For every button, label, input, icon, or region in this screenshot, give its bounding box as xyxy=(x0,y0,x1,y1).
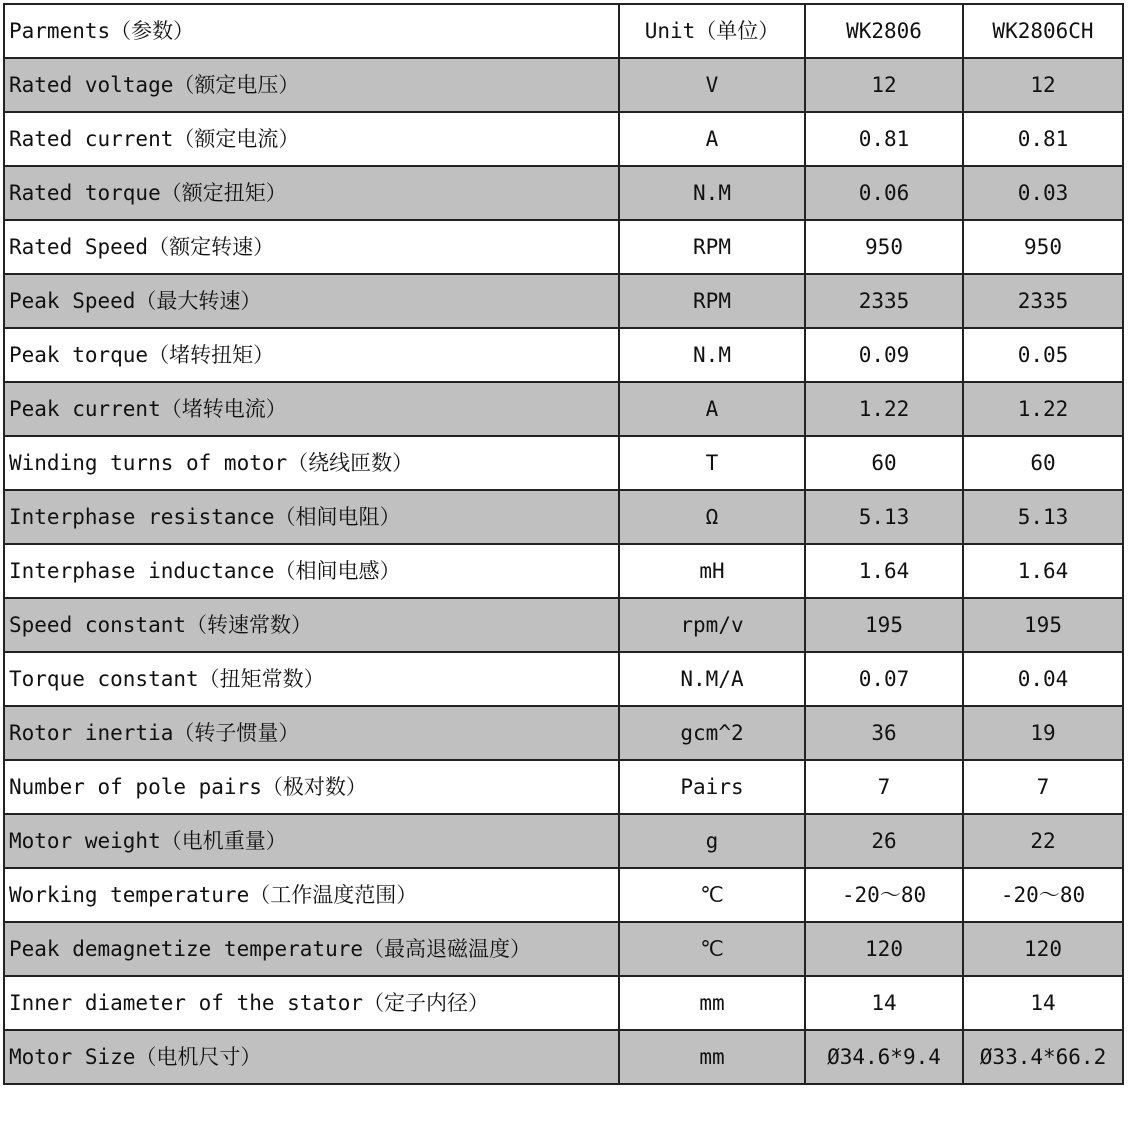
param-cell: Rated Speed（额定转速） xyxy=(4,220,619,274)
model-2-cell: 60 xyxy=(963,436,1123,490)
unit-cell: T xyxy=(619,436,805,490)
unit-cell: N.M xyxy=(619,166,805,220)
unit-cell: N.M xyxy=(619,328,805,382)
model-1-cell: 0.09 xyxy=(805,328,963,382)
table-row xyxy=(4,328,1123,382)
model-2-cell: 7 xyxy=(963,760,1123,814)
unit-cell: V xyxy=(619,58,805,112)
table-row xyxy=(4,706,1123,760)
table-row xyxy=(4,814,1123,868)
header-row xyxy=(4,4,1123,58)
model-2-cell: 120 xyxy=(963,922,1123,976)
header-param: Parments（参数） xyxy=(4,4,619,58)
param-cell: Rotor inertia（转子惯量） xyxy=(4,706,619,760)
param-cell: Speed constant（转速常数） xyxy=(4,598,619,652)
model-1-cell: 0.06 xyxy=(805,166,963,220)
spec-table xyxy=(3,3,1124,1085)
table-row xyxy=(4,220,1123,274)
table-row xyxy=(4,112,1123,166)
param-cell: Torque constant（扭矩常数） xyxy=(4,652,619,706)
model-1-cell: 5.13 xyxy=(805,490,963,544)
param-cell: Rated torque（额定扭矩） xyxy=(4,166,619,220)
table-row xyxy=(4,922,1123,976)
table-row xyxy=(4,166,1123,220)
model-1-cell: 7 xyxy=(805,760,963,814)
header-model-2: WK2806CH xyxy=(963,4,1123,58)
table-row xyxy=(4,1030,1123,1084)
unit-cell: ℃ xyxy=(619,922,805,976)
model-1-cell: 26 xyxy=(805,814,963,868)
table-row xyxy=(4,544,1123,598)
unit-cell: ℃ xyxy=(619,868,805,922)
model-2-cell: Ø33.4*66.2 xyxy=(963,1030,1123,1084)
unit-cell: mm xyxy=(619,976,805,1030)
unit-cell: mH xyxy=(619,544,805,598)
model-2-cell: 0.05 xyxy=(963,328,1123,382)
unit-cell: N.M/A xyxy=(619,652,805,706)
table-row xyxy=(4,490,1123,544)
model-2-cell: 1.22 xyxy=(963,382,1123,436)
param-cell: Number of pole pairs（极对数） xyxy=(4,760,619,814)
model-2-cell: 195 xyxy=(963,598,1123,652)
param-cell: Peak current（堵转电流） xyxy=(4,382,619,436)
model-1-cell: 195 xyxy=(805,598,963,652)
model-2-cell: 19 xyxy=(963,706,1123,760)
model-2-cell: 2335 xyxy=(963,274,1123,328)
model-1-cell: 60 xyxy=(805,436,963,490)
table-row xyxy=(4,58,1123,112)
model-2-cell: 1.64 xyxy=(963,544,1123,598)
param-cell: Motor Size（电机尺寸） xyxy=(4,1030,619,1084)
model-2-cell: -20～80 xyxy=(963,868,1123,922)
param-cell: Peak Speed（最大转速） xyxy=(4,274,619,328)
model-2-cell: 12 xyxy=(963,58,1123,112)
unit-cell: A xyxy=(619,112,805,166)
table-row xyxy=(4,868,1123,922)
param-cell: Peak torque（堵转扭矩） xyxy=(4,328,619,382)
unit-cell: RPM xyxy=(619,274,805,328)
param-cell: Working temperature（工作温度范围） xyxy=(4,868,619,922)
table-row xyxy=(4,976,1123,1030)
model-2-cell: 950 xyxy=(963,220,1123,274)
model-1-cell: 0.81 xyxy=(805,112,963,166)
spec-table-body xyxy=(4,4,1123,1084)
model-1-cell: -20～80 xyxy=(805,868,963,922)
table-row xyxy=(4,436,1123,490)
model-1-cell: 950 xyxy=(805,220,963,274)
param-cell: Winding turns of motor（绕线匝数） xyxy=(4,436,619,490)
unit-cell: gcm^2 xyxy=(619,706,805,760)
table-row xyxy=(4,274,1123,328)
model-2-cell: 0.04 xyxy=(963,652,1123,706)
model-1-cell: 0.07 xyxy=(805,652,963,706)
model-2-cell: 22 xyxy=(963,814,1123,868)
model-1-cell: 120 xyxy=(805,922,963,976)
model-1-cell: 2335 xyxy=(805,274,963,328)
model-1-cell: Ø34.6*9.4 xyxy=(805,1030,963,1084)
model-1-cell: 1.22 xyxy=(805,382,963,436)
table-row xyxy=(4,652,1123,706)
unit-cell: Pairs xyxy=(619,760,805,814)
param-cell: Peak demagnetize temperature（最高退磁温度） xyxy=(4,922,619,976)
model-1-cell: 14 xyxy=(805,976,963,1030)
param-cell: Interphase inductance（相间电感） xyxy=(4,544,619,598)
model-2-cell: 5.13 xyxy=(963,490,1123,544)
table-row xyxy=(4,382,1123,436)
table-row xyxy=(4,760,1123,814)
model-2-cell: 14 xyxy=(963,976,1123,1030)
model-2-cell: 0.03 xyxy=(963,166,1123,220)
model-1-cell: 12 xyxy=(805,58,963,112)
param-cell: Inner diameter of the stator（定子内径） xyxy=(4,976,619,1030)
model-1-cell: 36 xyxy=(805,706,963,760)
unit-cell: g xyxy=(619,814,805,868)
unit-cell: A xyxy=(619,382,805,436)
model-1-cell: 1.64 xyxy=(805,544,963,598)
model-2-cell: 0.81 xyxy=(963,112,1123,166)
unit-cell: mm xyxy=(619,1030,805,1084)
header-unit: Unit（单位） xyxy=(619,4,805,58)
unit-cell: RPM xyxy=(619,220,805,274)
unit-cell: Ω xyxy=(619,490,805,544)
param-cell: Rated current（额定电流） xyxy=(4,112,619,166)
header-model-1: WK2806 xyxy=(805,4,963,58)
param-cell: Interphase resistance（相间电阻） xyxy=(4,490,619,544)
param-cell: Rated voltage（额定电压） xyxy=(4,58,619,112)
unit-cell: rpm/v xyxy=(619,598,805,652)
table-row xyxy=(4,598,1123,652)
param-cell: Motor weight（电机重量） xyxy=(4,814,619,868)
